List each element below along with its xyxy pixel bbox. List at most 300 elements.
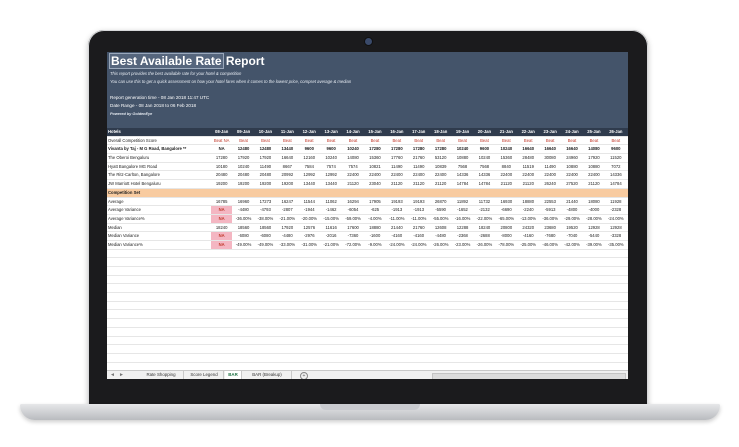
table-cell[interactable]: 10240 (478, 155, 491, 161)
table-cell[interactable]: 21120 (413, 181, 425, 187)
table-cell[interactable]: -2688 (479, 233, 490, 239)
table-cell[interactable]: 11519 (522, 163, 534, 169)
table-cell[interactable]: 18560 (259, 224, 272, 230)
table-cell[interactable]: -1913 (391, 207, 403, 213)
row-label-cell[interactable]: Hyatt Bangalore MG Road (108, 163, 158, 169)
table-cell[interactable]: 18080 (588, 198, 600, 204)
table-cell[interactable]: -26.00% (432, 241, 449, 247)
table-cell[interactable]: NA (211, 215, 232, 223)
section-row (107, 189, 628, 198)
table-cell[interactable]: 14784 (478, 181, 491, 187)
table-cell[interactable]: 23040 (369, 181, 381, 187)
table-cell[interactable]: -21.00% (279, 215, 296, 221)
table-cell[interactable]: 26240 (544, 181, 556, 187)
table-cell[interactable]: 20480 (237, 172, 250, 178)
table-cell[interactable]: 11490 (413, 163, 425, 169)
table-cell[interactable]: 20800 (500, 224, 513, 230)
table-cell[interactable]: -39.00% (586, 241, 602, 247)
table-cell[interactable]: -7040 (566, 233, 578, 239)
table-cell[interactable]: 21120 (522, 181, 534, 187)
table-cell[interactable]: -24.00% (410, 241, 427, 247)
table-cell[interactable]: 22400 (544, 172, 556, 178)
header-date-cell[interactable]: 13-Jan (324, 129, 338, 134)
scroll-tabs-right-icon[interactable]: ► (119, 372, 124, 378)
table-cell[interactable]: -8000 (500, 233, 512, 239)
table-cell[interactable]: Beat (414, 137, 424, 143)
table-cell[interactable]: 22400 (522, 172, 535, 178)
table-cell[interactable]: 28480 (522, 155, 535, 161)
table-cell[interactable]: Beat (348, 137, 358, 143)
table-cell[interactable]: 10240 (500, 146, 513, 152)
table-cell[interactable]: Beat NA (213, 137, 230, 143)
table-cell[interactable]: 17280 (391, 146, 403, 152)
table-cell[interactable]: Beat (436, 137, 445, 143)
table-cell[interactable]: 22400 (391, 172, 403, 178)
table-cell[interactable]: -6080 (260, 233, 271, 239)
table-cell[interactable]: -9.00% (368, 241, 382, 247)
table-cell[interactable]: -6690 (500, 207, 512, 213)
table-cell[interactable]: 12288 (456, 224, 469, 230)
table-cell[interactable]: 17920 (281, 224, 294, 230)
table-cell[interactable]: 22400 (412, 172, 425, 178)
table-cell[interactable]: -4480 (281, 233, 293, 239)
table-cell[interactable]: -24.00% (389, 241, 405, 247)
table-cell[interactable]: 14784 (610, 181, 622, 187)
table-cell[interactable]: -11.00% (411, 215, 427, 221)
row-label-cell[interactable]: The Oberoi Bengaluru (108, 155, 150, 161)
table-cell[interactable]: 15360 (369, 155, 381, 161)
table-cell[interactable]: 16785 (215, 198, 228, 204)
header-date-cell[interactable]: 12-Jan (302, 129, 316, 134)
header-date-cell[interactable]: 20-Jan (477, 129, 492, 134)
table-cell[interactable]: Beat (392, 137, 402, 143)
row-label-cell[interactable]: Average Variance (108, 207, 141, 213)
table-cell[interactable]: -78.00% (498, 241, 515, 247)
header-date-cell[interactable]: 11-Jan (280, 129, 294, 134)
table-cell[interactable]: 22400 (434, 172, 447, 178)
table-row (107, 180, 628, 189)
table-cell[interactable]: 16640 (522, 146, 535, 152)
table-cell[interactable]: 11616 (325, 224, 337, 230)
table-cell[interactable]: 11892 (456, 198, 469, 204)
table-cell[interactable]: 9600 (326, 146, 336, 152)
sheet-tab[interactable]: BAR (Breakup) (243, 371, 292, 379)
empty-row (107, 302, 628, 311)
table-cell[interactable]: 17920 (237, 155, 250, 161)
table-cell[interactable]: -29.00% (564, 215, 580, 221)
table-cell[interactable]: 19193 (391, 198, 403, 204)
table-cell[interactable]: 16960 (237, 198, 250, 204)
table-cell[interactable]: 22400 (566, 172, 578, 178)
table-cell[interactable]: -6054 (347, 207, 359, 213)
table-cell[interactable]: 11520 (610, 155, 622, 161)
table-cell[interactable]: 10240 (237, 163, 250, 169)
table-cell[interactable]: 13440 (303, 181, 316, 187)
table-cell[interactable]: 14080 (588, 146, 600, 152)
table-cell[interactable]: -4160 (522, 233, 534, 239)
table-cell[interactable]: -625 (370, 207, 380, 213)
table-cell[interactable]: 9600 (479, 146, 490, 152)
table-cell[interactable]: 10240 (456, 146, 469, 152)
empty-row (107, 267, 628, 276)
table-cell[interactable]: -4160 (413, 233, 425, 239)
table-cell[interactable]: 17760 (391, 155, 403, 161)
table-cell[interactable]: 30080 (544, 155, 556, 161)
table-cell[interactable]: 21120 (434, 181, 447, 187)
table-cell[interactable]: 19200 (259, 181, 272, 187)
horizontal-scrollbar[interactable] (432, 373, 626, 379)
table-cell[interactable]: 22400 (347, 172, 359, 178)
table-cell[interactable]: -59.00% (345, 215, 361, 221)
table-cell[interactable]: 10240 (347, 146, 359, 152)
table-cell[interactable]: 14784 (456, 181, 469, 187)
table-cell[interactable]: 21440 (391, 224, 403, 230)
table-cell[interactable]: 16640 (544, 146, 556, 152)
header-date-cell[interactable]: 17-Jan (412, 129, 426, 134)
table-cell[interactable]: 21440 (566, 198, 578, 204)
table-cell[interactable]: -7360 (347, 233, 359, 239)
table-cell[interactable]: Beat (326, 137, 336, 143)
table-cell[interactable]: Beat (567, 137, 577, 143)
table-cell[interactable]: -2976 (303, 233, 315, 239)
table-cell[interactable]: -23.00% (454, 241, 471, 247)
table-cell[interactable]: 12928 (610, 224, 622, 230)
table-cell[interactable]: 19200 (215, 181, 228, 187)
table-row (107, 215, 628, 224)
sheet-tab[interactable]: BAR (225, 371, 242, 379)
table-cell[interactable]: 10240 (325, 155, 337, 161)
table-cell[interactable]: 12480 (259, 146, 272, 152)
table-cell[interactable]: 17273 (259, 198, 272, 204)
table-cell[interactable]: -28.00% (586, 215, 602, 221)
table-cell[interactable]: 16640 (281, 155, 294, 161)
header-date-cell[interactable]: 21-Jan (499, 129, 513, 134)
table-cell[interactable]: -2807 (281, 207, 293, 213)
table-cell[interactable]: -11.00% (389, 215, 405, 221)
table-cell[interactable]: -2016 (325, 233, 337, 239)
table-cell[interactable]: -1600 (369, 233, 381, 239)
table-cell[interactable]: 7072 (611, 163, 621, 169)
header-date-cell[interactable]: 19-Jan (455, 129, 470, 134)
table-cell[interactable]: Beat (523, 137, 533, 143)
table-cell[interactable]: 22400 (588, 172, 600, 178)
table-cell[interactable]: 21120 (391, 181, 403, 187)
table-cell[interactable]: 16247 (281, 198, 294, 204)
table-row (107, 171, 628, 180)
table-cell[interactable]: -35.00% (608, 241, 624, 247)
table-cell[interactable]: Beat (261, 137, 270, 143)
report-date-range: Date Range - 08 Jan 2018 to 06 Feb 2018 (110, 103, 197, 108)
table-cell[interactable]: -36.00% (235, 215, 252, 221)
row-label-cell[interactable]: Average (108, 198, 124, 204)
header-date-cell[interactable]: 25-Jan (587, 129, 601, 134)
table-row (107, 145, 628, 154)
table-cell[interactable]: 18560 (237, 224, 250, 230)
table-cell[interactable]: 12992 (325, 172, 337, 178)
table-cell[interactable]: 8840 (501, 163, 511, 169)
table-cell[interactable]: -1944 (303, 207, 315, 213)
table-cell[interactable]: 24960 (566, 155, 578, 161)
table-cell[interactable]: 12160 (303, 155, 316, 161)
table-cell[interactable]: -4793 (260, 207, 271, 213)
table-cell[interactable]: 19193 (412, 198, 425, 204)
table-cell[interactable]: Beat (611, 137, 621, 143)
table-cell[interactable]: -1462 (325, 207, 337, 213)
table-cell[interactable]: -5590 (435, 207, 446, 213)
table-cell[interactable]: 20480 (259, 172, 272, 178)
table-cell[interactable]: 16640 (566, 146, 578, 152)
table-cell[interactable]: NA (211, 206, 232, 214)
report-title-rest: Report (222, 54, 265, 68)
empty-row (107, 319, 628, 328)
table-cell[interactable]: Beat (480, 137, 489, 143)
row-label-cell[interactable]: JW Marriott Hotel Bengaluru (108, 181, 161, 187)
table-cell[interactable]: -5913 (544, 207, 556, 213)
table-cell[interactable]: -15.00% (323, 215, 339, 221)
row-label-cell[interactable]: Average Variance% (108, 215, 145, 221)
scroll-tabs-left-icon[interactable]: ◄ (110, 372, 115, 378)
table-cell[interactable]: -49.00% (235, 241, 252, 247)
table-cell[interactable]: 21760 (412, 224, 425, 230)
table-cell[interactable]: 18880 (369, 224, 381, 230)
table-cell[interactable]: -21.00% (323, 241, 339, 247)
table-cell[interactable]: -2240 (522, 207, 534, 213)
table-cell[interactable]: 9600 (304, 146, 314, 152)
laptop-notch (320, 404, 420, 410)
table-cell[interactable]: Beat (370, 137, 380, 143)
table-cell[interactable]: 11062 (325, 198, 337, 204)
header-date-cell[interactable]: 15-Jan (368, 129, 382, 134)
table-cell[interactable]: 10880 (588, 163, 600, 169)
row-label-cell[interactable]: Median Variance% (108, 241, 143, 247)
table-cell[interactable]: -33.00% (279, 241, 296, 247)
table-cell[interactable]: -2132 (479, 207, 490, 213)
table-cell[interactable]: 7584 (304, 163, 314, 169)
table-cell[interactable]: 17600 (347, 224, 359, 230)
table-cell[interactable]: 11732 (478, 198, 491, 204)
table-cell[interactable]: -16.00% (454, 215, 471, 221)
row-label-cell[interactable]: Competition Set (108, 189, 141, 195)
table-cell[interactable]: 19520 (566, 224, 578, 230)
table-cell[interactable]: Beat (458, 137, 467, 143)
report-title[interactable] (110, 54, 265, 68)
row-label-cell[interactable]: Median (108, 224, 122, 230)
table-cell[interactable]: -31.00% (301, 241, 318, 247)
table-cell[interactable]: -24.00% (608, 215, 624, 221)
table-cell[interactable]: 24320 (522, 224, 535, 230)
table-cell[interactable]: -25.00% (520, 241, 537, 247)
header-date-cell[interactable]: 24-Jan (565, 129, 579, 134)
header-date-cell[interactable]: 23-Jan (543, 129, 557, 134)
empty-row (107, 345, 628, 354)
spreadsheet-screen (107, 52, 628, 379)
table-cell[interactable]: 10821 (369, 163, 381, 169)
table-cell[interactable]: 22400 (500, 172, 513, 178)
table-cell[interactable]: -4800 (566, 207, 578, 213)
table-cell[interactable]: 9600 (611, 146, 621, 152)
table-cell[interactable]: 14336 (456, 172, 469, 178)
empty-row (107, 310, 628, 319)
table-cell[interactable]: NA (211, 232, 232, 240)
table-cell[interactable]: 12576 (303, 224, 316, 230)
report-description: This report provides the best available rate for your hotel & competition (110, 71, 242, 76)
table-cell[interactable]: 27520 (566, 181, 578, 187)
table-cell[interactable]: 11490 (259, 163, 272, 169)
report-usage-note: You can use this to get a quick assessment on how your hotel fares when it comes to the lowest price, compset average & median (110, 79, 352, 84)
table-cell[interactable]: 12928 (588, 224, 600, 230)
table-cell[interactable]: -49.00% (257, 241, 274, 247)
table-cell[interactable]: -38.00% (257, 215, 274, 221)
header-date-cell[interactable]: 16-Jan (390, 129, 404, 134)
table-cell[interactable]: 17905 (369, 198, 381, 204)
table-cell[interactable]: -20.00% (301, 215, 318, 221)
table-cell[interactable]: 11544 (303, 198, 315, 204)
table-cell[interactable]: 21120 (347, 181, 359, 187)
selected-title-cell[interactable]: Best Available Rate (111, 54, 222, 68)
table-cell[interactable]: 17920 (588, 155, 600, 161)
table-cell[interactable]: -4160 (391, 233, 403, 239)
table-cell[interactable]: 13440 (281, 146, 294, 152)
table-cell[interactable]: 18240 (478, 224, 491, 230)
row-label-cell[interactable]: Median Variance (108, 233, 140, 239)
table-cell[interactable]: 12992 (303, 172, 316, 178)
header-date-cell[interactable]: 08-Jan (215, 129, 229, 134)
table-cell[interactable]: 17280 (215, 155, 228, 161)
table-cell[interactable]: 17280 (369, 146, 381, 152)
table-cell[interactable]: Beat (304, 137, 314, 143)
add-sheet-icon[interactable]: + (300, 372, 308, 379)
table-cell[interactable]: 26870 (434, 198, 447, 204)
table-cell[interactable]: 16930 (500, 198, 513, 204)
empty-row (107, 258, 628, 267)
table-cell[interactable]: 15360 (500, 155, 513, 161)
table-cell[interactable]: 53120 (434, 155, 447, 161)
table-cell[interactable]: Beat (589, 137, 599, 143)
table-cell[interactable]: -4000 (588, 207, 600, 213)
sheet-tab[interactable]: Rate Shopping (139, 371, 184, 379)
table-cell[interactable]: 11490 (544, 163, 556, 169)
table-cell[interactable]: 21120 (588, 181, 600, 187)
empty-row (107, 284, 628, 293)
table-cell[interactable]: 7568 (457, 163, 468, 169)
table-cell[interactable]: 10180 (215, 163, 228, 169)
table-cell[interactable]: 12480 (237, 146, 250, 152)
table-cell[interactable]: -42.00% (564, 241, 580, 247)
table-row (107, 137, 628, 146)
table-cell[interactable]: 14336 (610, 172, 622, 178)
table-cell[interactable]: NA (211, 241, 232, 249)
report-banner (107, 52, 628, 128)
table-cell[interactable]: -7680 (544, 233, 556, 239)
table-cell[interactable]: 17280 (434, 146, 447, 152)
table-cell[interactable]: 13440 (325, 181, 337, 187)
table-cell[interactable]: Beat (545, 137, 555, 143)
header-date-cell[interactable]: 09-Jan (236, 129, 251, 134)
row-label-cell[interactable]: Overall Competition Score (108, 137, 157, 143)
table-cell[interactable]: -1913 (413, 207, 425, 213)
sheet-tab[interactable]: Score Legend (185, 371, 224, 379)
table-cell[interactable]: 19200 (237, 181, 250, 187)
table-cell[interactable]: -22.00% (476, 215, 493, 221)
sheet-tab-bar (107, 370, 628, 379)
table-cell[interactable]: 10880 (456, 155, 469, 161)
table-cell[interactable]: 22553 (544, 198, 556, 204)
row-label-cell[interactable]: The Ritz-Carlton, Bangalore (108, 172, 160, 178)
report-generation-time: Report generation time - 08 Jan 2018 11:47 UTC (110, 95, 210, 100)
table-cell[interactable]: 22400 (369, 172, 381, 178)
table-cell[interactable]: -36.00% (542, 215, 558, 221)
table-cell[interactable]: 14080 (347, 155, 359, 161)
table-cell[interactable]: 21760 (412, 155, 425, 161)
table-cell[interactable]: 23680 (544, 224, 556, 230)
table-cell[interactable]: Beat (239, 137, 248, 143)
table-cell[interactable]: 18880 (522, 198, 535, 204)
table-cell[interactable]: -13.00% (520, 215, 537, 221)
header-date-cell[interactable]: 10-Jan (258, 129, 273, 134)
table-cell[interactable]: 17280 (412, 146, 425, 152)
empty-row (107, 250, 628, 259)
header-hotels-cell[interactable]: Hotels (108, 129, 121, 134)
table-row (107, 198, 628, 207)
header-date-cell[interactable]: 22-Jan (521, 129, 535, 134)
table-cell[interactable]: 7574 (348, 163, 358, 169)
table-cell[interactable]: 10880 (566, 163, 578, 169)
table-cell[interactable]: -5440 (588, 233, 600, 239)
table-cell[interactable]: 21120 (500, 181, 512, 187)
table-cell[interactable]: 20992 (281, 172, 294, 178)
table-cell[interactable]: NA (218, 146, 225, 152)
table-row (107, 163, 628, 172)
table-cell[interactable]: 12608 (434, 224, 447, 230)
table-cell[interactable]: -4.00% (368, 215, 382, 221)
table-cell[interactable]: 7568 (479, 163, 490, 169)
table-cell[interactable]: 19200 (281, 181, 294, 187)
table-cell[interactable]: -2328 (610, 207, 622, 213)
header-date-cell[interactable]: 14-Jan (346, 129, 360, 134)
empty-row (107, 276, 628, 285)
header-date-cell[interactable]: 26-Jan (609, 129, 623, 134)
table-cell[interactable]: 16294 (347, 198, 359, 204)
table-row (107, 224, 628, 233)
table-cell[interactable]: -65.00% (498, 215, 515, 221)
table-cell[interactable]: -2368 (457, 233, 468, 239)
table-cell[interactable]: -26.00% (476, 241, 493, 247)
table-cell[interactable]: Beat (502, 137, 511, 143)
table-cell[interactable]: -4480 (238, 207, 249, 213)
table-cell[interactable]: -72.00% (345, 241, 361, 247)
table-cell[interactable]: -3328 (610, 233, 622, 239)
header-date-cell[interactable]: 18-Jan (434, 129, 448, 134)
table-row (107, 154, 628, 163)
table-cell[interactable]: Beat (283, 137, 292, 143)
table-cell[interactable]: -4480 (435, 233, 446, 239)
table-cell[interactable]: -1652 (457, 207, 468, 213)
table-cell[interactable]: 7574 (326, 163, 336, 169)
table-cell[interactable]: 18240 (215, 224, 228, 230)
table-cell[interactable]: 17920 (259, 155, 272, 161)
table-cell[interactable]: 20480 (215, 172, 228, 178)
table-row (107, 206, 628, 215)
table-cell[interactable]: 14336 (478, 172, 491, 178)
table-cell[interactable]: -6080 (238, 233, 249, 239)
table-cell[interactable]: 10839 (434, 163, 447, 169)
table-cell[interactable]: 11490 (391, 163, 403, 169)
table-cell[interactable]: -46.00% (542, 241, 558, 247)
table-cell[interactable]: -55.00% (432, 215, 449, 221)
table-cell[interactable]: 11928 (610, 198, 622, 204)
table-cell[interactable]: 8667 (282, 163, 292, 169)
row-label-cell[interactable]: Vivanta by Taj - M G Road, Bangalore ** (108, 146, 187, 152)
